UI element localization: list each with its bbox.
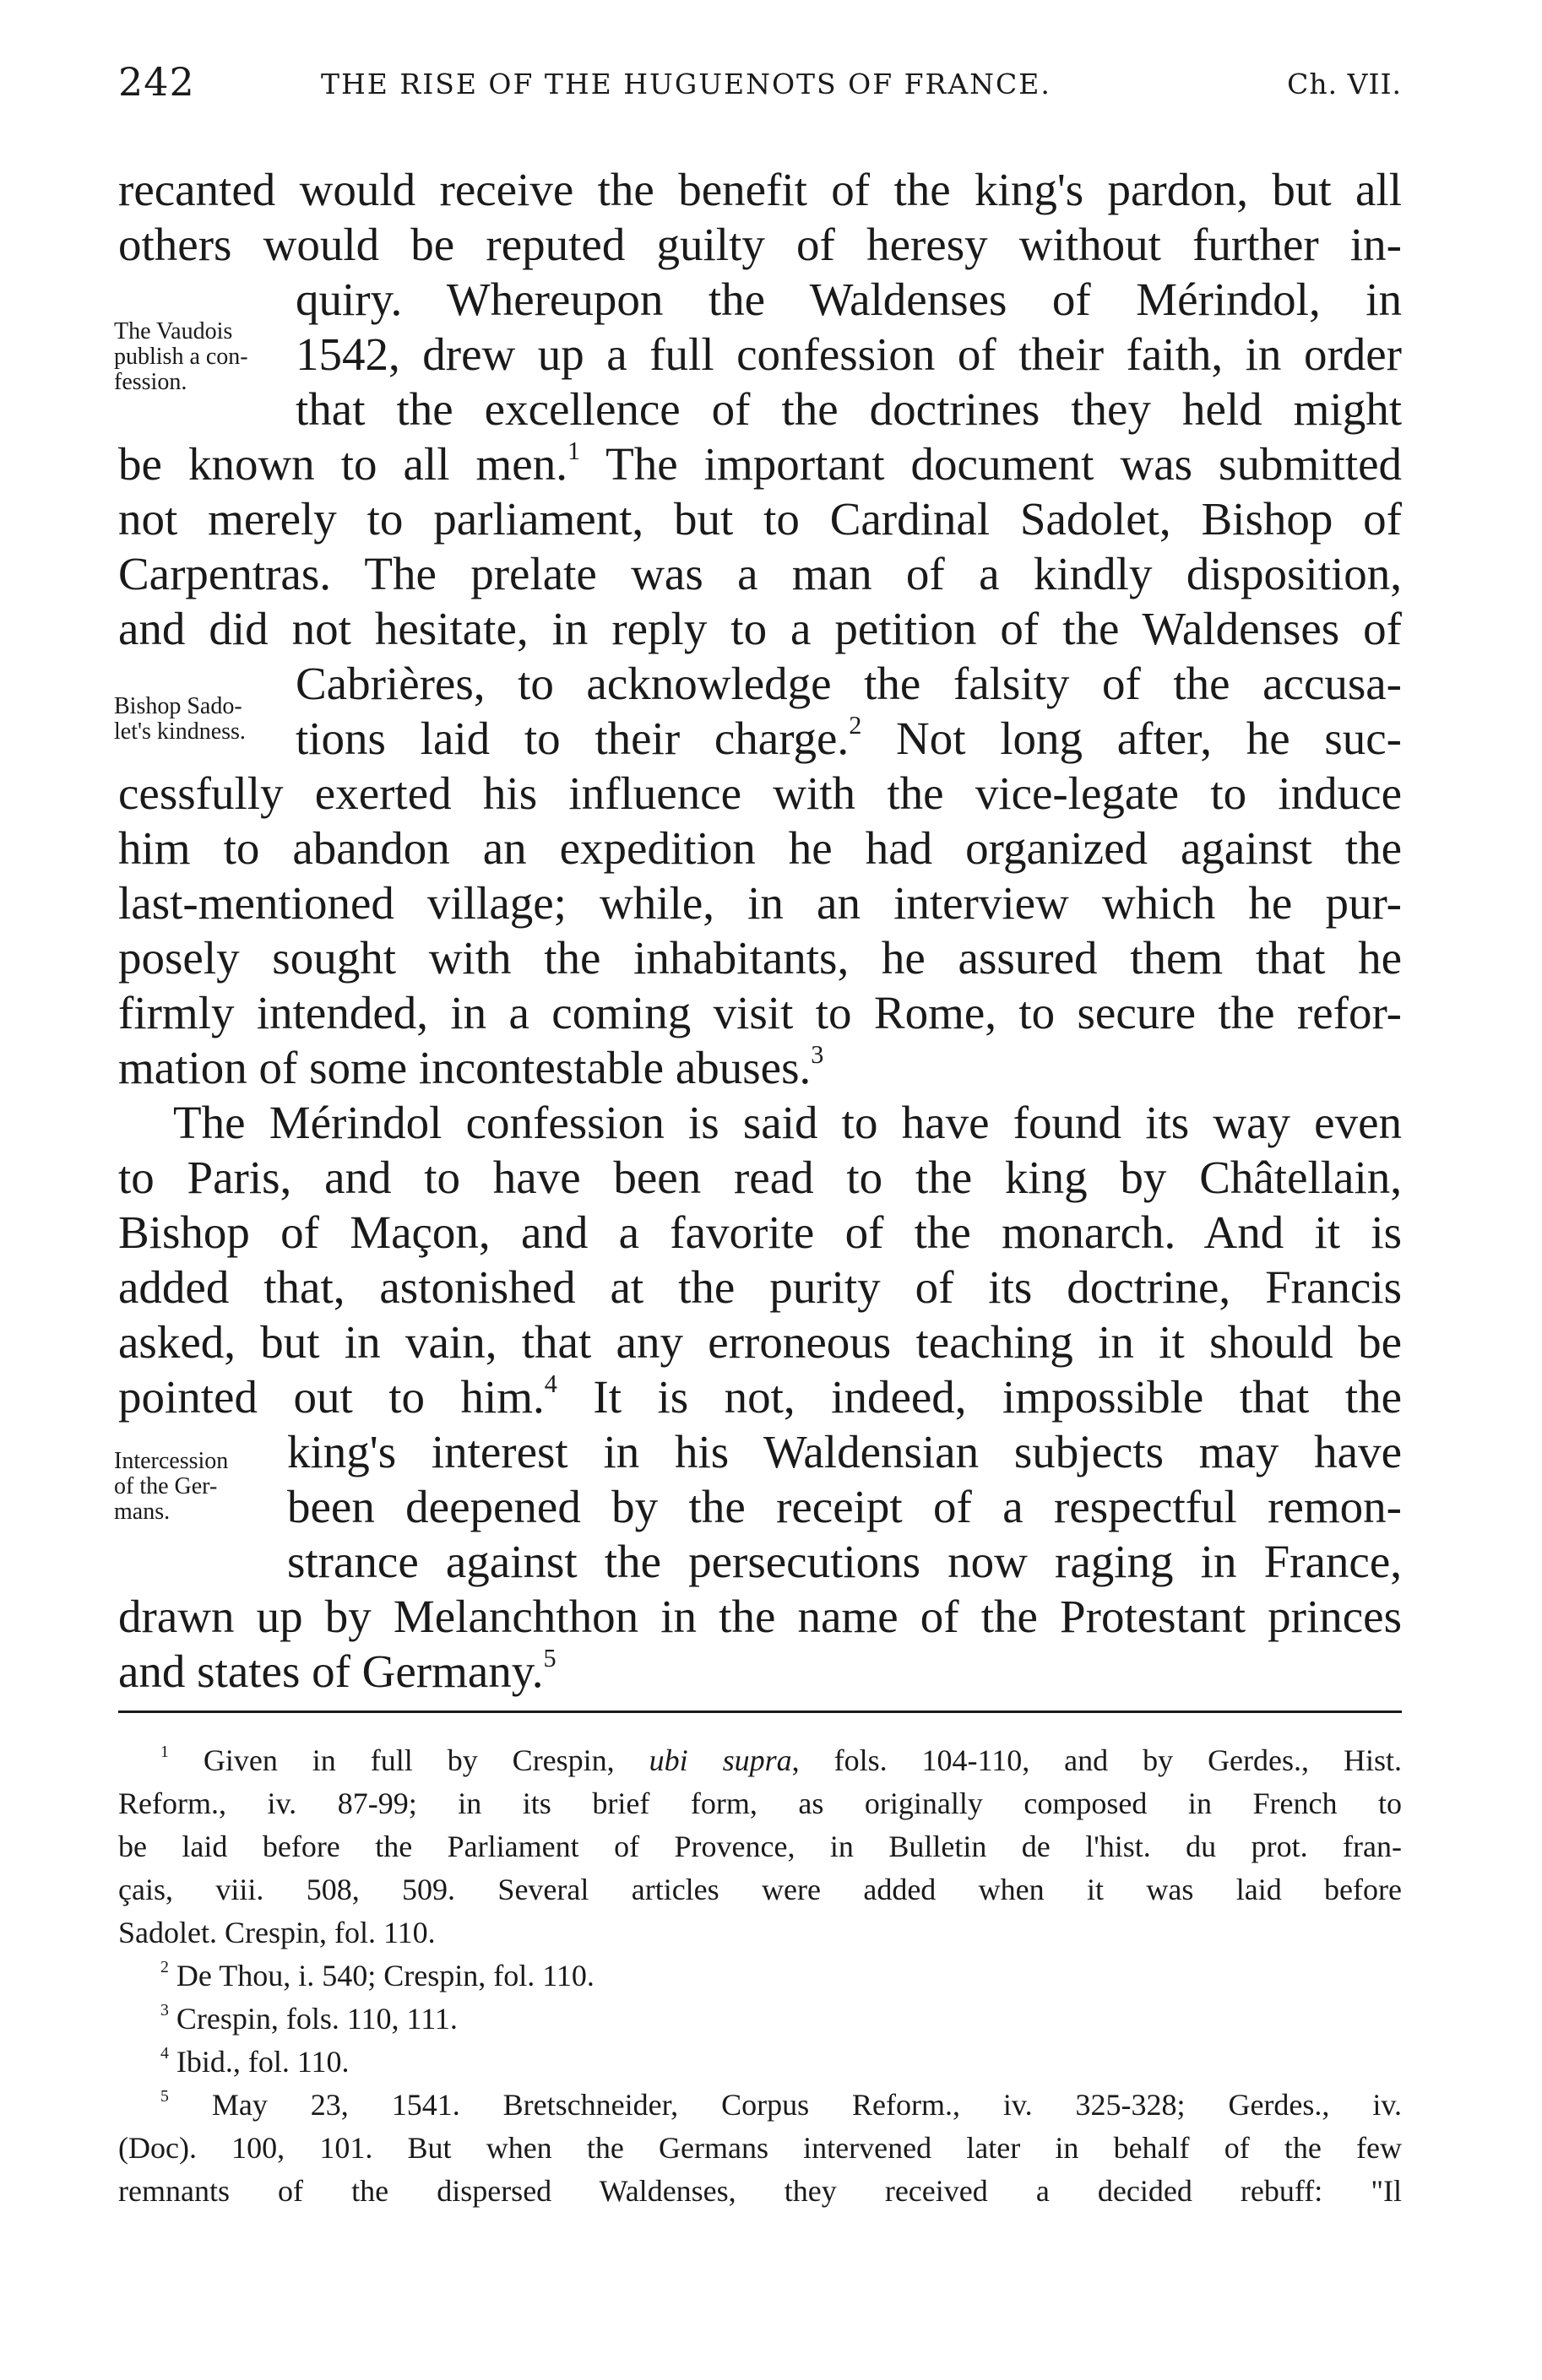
body-line: firmly intended, in a coming visit to Rome, to secure the refor- [118,987,1402,1038]
footnote-marker: 5 [160,2087,169,2106]
footnote-3 [160,1998,1402,2041]
text-run: Given in full by Crespin, [203,1743,649,1777]
text-run: May 23, 1541. Bretschneider, Corpus Reform., iv. 325-328; Gerdes., iv. [211,2088,1403,2122]
body-line [118,1645,1402,1699]
body-line: added that, astonished at the purity of its doctrine, Francis [118,1261,1402,1313]
footnote-marker: 1 [160,1743,169,1762]
body-line [118,1041,1402,1095]
footnote-line: (Doc). 100, 101. But when the Germans intervened later in behalf of the few [118,2131,1402,2165]
text-run: and states of Germany. [118,1645,544,1697]
footnote-5 [160,2084,1402,2127]
running-title: THE RISE OF THE HUGUENOTS OF FRANCE. [321,68,1051,100]
body-line: drawn up by Melanchthon in the name of the Protestant princes [118,1591,1402,1642]
sidenote-line: publish a con- [114,344,248,370]
body-line: cessfully exerted his influence with the vice-legate to induce [118,767,1402,819]
text-run: Ibid., fol. 110. [176,2045,350,2079]
footnote-line: çais, viii. 508, 509. Several articles were added when it was laid before [118,1873,1402,1906]
body-line: quiry. Whereupon the Waldenses of Mérindol, in [296,274,1402,325]
body-line [118,437,1402,491]
text-run: ubi supra [649,1743,792,1777]
text-run: It is not, indeed, impossible that the [557,1371,1402,1423]
body-line: king's interest in his Waldensian subjects may have [287,1426,1402,1477]
body-line: that the excellence of the doctrines they held might [296,383,1402,435]
text-run: De Thou, i. 540; Crespin, fol. 110. [176,1959,595,1992]
footnote-1 [160,1739,1402,1782]
text-run: tions laid to their charge. [296,713,850,764]
footnote-line: remnants of the dispersed Waldenses, they received a decided rebuff: "Il [118,2174,1402,2208]
body-line: not merely to parliament, but to Cardinal Sadolet, Bishop of [118,493,1402,545]
body-line [118,1370,1402,1424]
text-run: The important document was submitted [580,438,1402,490]
body-line: others would be reputed guilty of heresy without further in- [118,219,1402,270]
footnote-marker: 3 [160,2001,169,2020]
sidenote-line: of the Ger- [114,1473,218,1499]
chapter-label: Ch. VII. [1287,68,1402,100]
footnote-line: Reform., iv. 87-99; in its brief form, as originally composed in French to [118,1786,1402,1820]
sidenote-line: let's kindness. [114,718,246,745]
body-line: and did not hesitate, in reply to a petition of the Waldenses of [118,603,1402,654]
body-line: recanted would receive the benefit of the king's pardon, but all [118,164,1402,215]
text-run: Not long after, he suc- [861,713,1402,764]
footnote-line: be laid before the Parliament of Provence, in Bulletin de l'hist. du prot. fran- [118,1830,1402,1863]
sidenote-line: The Vaudois [114,318,233,344]
body-line: last-mentioned village; while, in an interview which he pur- [118,877,1402,929]
body-line: asked, but in vain, that any erroneous teaching in it should be [118,1316,1402,1368]
page-number: 242 [118,59,195,105]
text-run: Crespin, fols. 110, 111. [176,2002,458,2036]
running-header [118,59,1402,118]
text-run: mation of some incontestable abuses. [118,1042,812,1093]
footnote-ref-4[interactable]: 4 [544,1369,557,1398]
body-line: The Mérindol confession is said to have found its way even [173,1097,1402,1148]
sidenote-vaudois [114,319,321,395]
body-line: Bishop of Maçon, and a favorite of the monarch. And it is [118,1206,1402,1258]
body-line: to Paris, and to have been read to the king by Châtellain, [118,1152,1402,1203]
footnote-ref-5[interactable]: 5 [543,1643,557,1673]
body-line: strance against the persecutions now raging in France, [287,1536,1402,1587]
body-line: him to abandon an expedition he had organized against the [118,822,1402,874]
footnote-marker: 4 [160,2044,169,2063]
footnote-line: Sadolet. Crespin, fol. 110. [118,1916,436,1949]
footnote-ref-2[interactable]: 2 [849,710,862,740]
sidenote-sadolet [114,694,321,745]
footnote-ref-3[interactable]: 3 [811,1039,824,1069]
footnote-2 [160,1954,1402,1998]
footnote-ref-1[interactable]: 1 [567,436,581,465]
body-line: Cabrières, to acknowledge the falsity of the accusa- [296,658,1402,709]
body-line: been deepened by the receipt of a respectful remon- [287,1481,1402,1532]
text-run: , fols. 104-110, and by Gerdes., Hist. [791,1743,1402,1777]
footnote-marker: 2 [160,1958,169,1977]
footnote-rule [118,1710,1402,1713]
sidenote-line: mans. [114,1499,171,1525]
body-line [296,712,1402,766]
sidenote-line: Intercession [114,1448,229,1474]
text-run: pointed out to him. [118,1371,545,1423]
text-run: be known to all men. [118,438,567,490]
body-line: 1542, drew up a full confession of their faith, in order [296,328,1402,380]
body-line: Carpentras. The prelate was a man of a kindly disposition, [118,548,1402,599]
sidenote-line: fession. [114,369,187,395]
sidenote-line: Bishop Sado- [114,693,242,719]
footnote-4 [160,2041,1402,2084]
body-line: posely sought with the inhabitants, he assured them that he [118,932,1402,984]
